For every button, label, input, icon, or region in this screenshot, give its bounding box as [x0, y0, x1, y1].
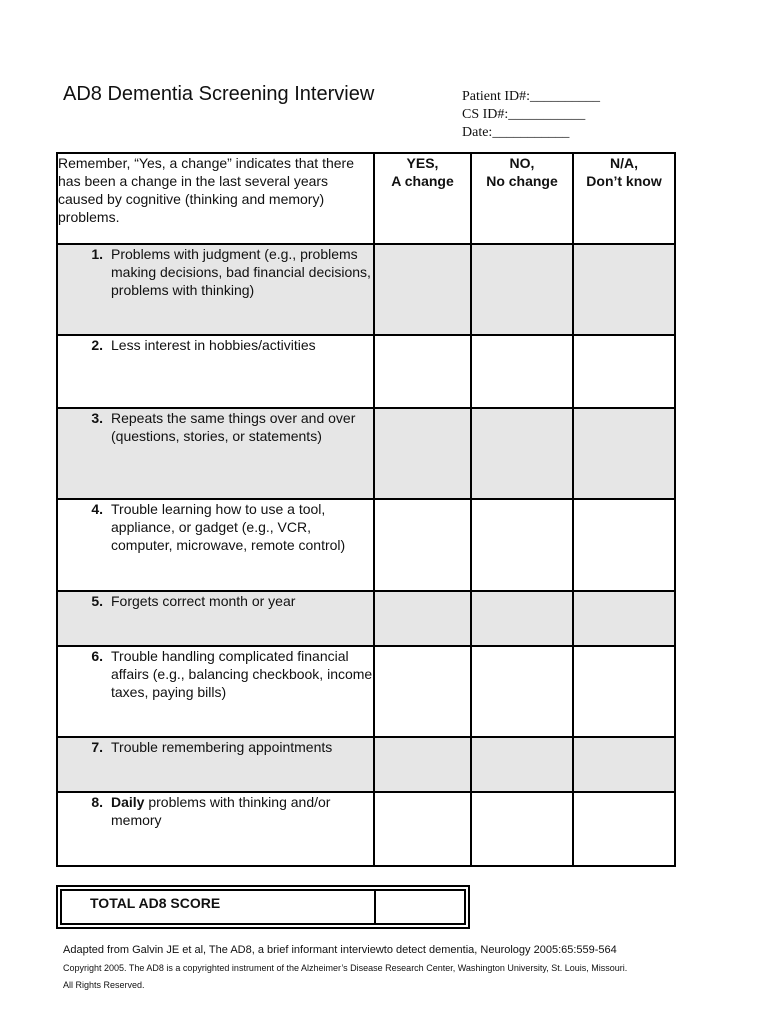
rights-notice: All Rights Reserved. [63, 980, 145, 990]
answer-no-cell[interactable] [471, 499, 573, 591]
answer-no-cell[interactable] [471, 792, 573, 866]
question-text: Trouble remembering appointments [111, 739, 333, 755]
header-yes: YES, A change [374, 153, 471, 244]
total-score-box [56, 885, 470, 929]
question-cell [57, 408, 374, 499]
question-text: Forgets correct month or year [111, 593, 296, 609]
question-cell [57, 737, 374, 792]
question-cell [57, 591, 374, 646]
answer-yes-cell[interactable] [374, 737, 471, 792]
answer-na-cell[interactable] [573, 591, 675, 646]
answer-yes-cell[interactable] [374, 408, 471, 499]
header-row [57, 153, 675, 244]
answer-no-cell[interactable] [471, 737, 573, 792]
page-title: AD8 Dementia Screening Interview [63, 83, 375, 105]
table-row [57, 499, 675, 591]
table-row [57, 591, 675, 646]
intro-text: Remember, “Yes, a change” indicates that there has been a change in the last several years caused by cognitive (thinking and memory) problems. [57, 153, 374, 244]
question-number: 3. [91, 410, 103, 426]
question-number: 1. [91, 246, 103, 262]
question-number: 4. [91, 501, 103, 517]
answer-no-cell[interactable] [471, 646, 573, 737]
header-no: NO, No change [471, 153, 573, 244]
answer-no-cell[interactable] [471, 335, 573, 408]
total-score-label: TOTAL AD8 SCORE [90, 895, 221, 911]
table-row [57, 646, 675, 737]
copyright-notice: Copyright 2005. The AD8 is a copyrighted instrument of the Alzheimer’s Disease Research Center, Washington University, St. Louis, Missouri. [63, 963, 628, 973]
question-number: 8. [91, 794, 103, 810]
table-row [57, 335, 675, 408]
question-number: 5. [91, 593, 103, 609]
answer-yes-cell[interactable] [374, 792, 471, 866]
answer-yes-cell[interactable] [374, 335, 471, 408]
table-row [57, 244, 675, 335]
answer-no-cell[interactable] [471, 244, 573, 335]
answer-yes-cell[interactable] [374, 591, 471, 646]
answer-na-cell[interactable] [573, 737, 675, 792]
table-row [57, 737, 675, 792]
question-cell [57, 335, 374, 408]
question-text: Problems with judgment (e.g., problems making decisions, bad financial decisions, problems with thinking) [111, 246, 371, 298]
question-cell [57, 792, 374, 866]
answer-no-cell[interactable] [471, 408, 573, 499]
patient-info-block [462, 88, 600, 142]
answer-na-cell[interactable] [573, 499, 675, 591]
question-number: 7. [91, 739, 103, 755]
question-text: Repeats the same things over and over (questions, stories, or statements) [111, 410, 356, 444]
answer-na-cell[interactable] [573, 408, 675, 499]
answer-yes-cell[interactable] [374, 244, 471, 335]
answer-na-cell[interactable] [573, 792, 675, 866]
question-text: Daily problems with thinking and/or memory [111, 794, 331, 828]
question-text: Less interest in hobbies/activities [111, 337, 316, 353]
question-number: 2. [91, 337, 103, 353]
question-cell [57, 646, 374, 737]
answer-na-cell[interactable] [573, 244, 675, 335]
table-row [57, 792, 675, 866]
cs-id-field[interactable]: CS ID#:___________ [462, 107, 586, 122]
total-score-divider [374, 891, 376, 923]
answer-na-cell[interactable] [573, 646, 675, 737]
header-na: N/A, Don’t know [573, 153, 675, 244]
question-text: Trouble handling complicated financial affairs (e.g., balancing checkbook, income taxes, paying bills) [111, 648, 373, 700]
answer-yes-cell[interactable] [374, 499, 471, 591]
question-text: Trouble learning how to use a tool, appliance, or gadget (e.g., VCR, computer, microwave, remote control) [111, 501, 346, 553]
table-row [57, 408, 675, 499]
answer-no-cell[interactable] [471, 591, 573, 646]
answer-na-cell[interactable] [573, 335, 675, 408]
answer-yes-cell[interactable] [374, 646, 471, 737]
screening-table [56, 152, 676, 867]
question-number: 6. [91, 648, 103, 664]
question-cell [57, 499, 374, 591]
question-cell [57, 244, 374, 335]
adapted-citation: Adapted from Galvin JE et al, The AD8, a brief informant interviewto detect dementia, Neurology 2005:65:559-564 [63, 944, 617, 956]
patient-id-field[interactable]: Patient ID#:__________ [462, 89, 601, 104]
date-field[interactable]: Date:___________ [462, 125, 570, 140]
